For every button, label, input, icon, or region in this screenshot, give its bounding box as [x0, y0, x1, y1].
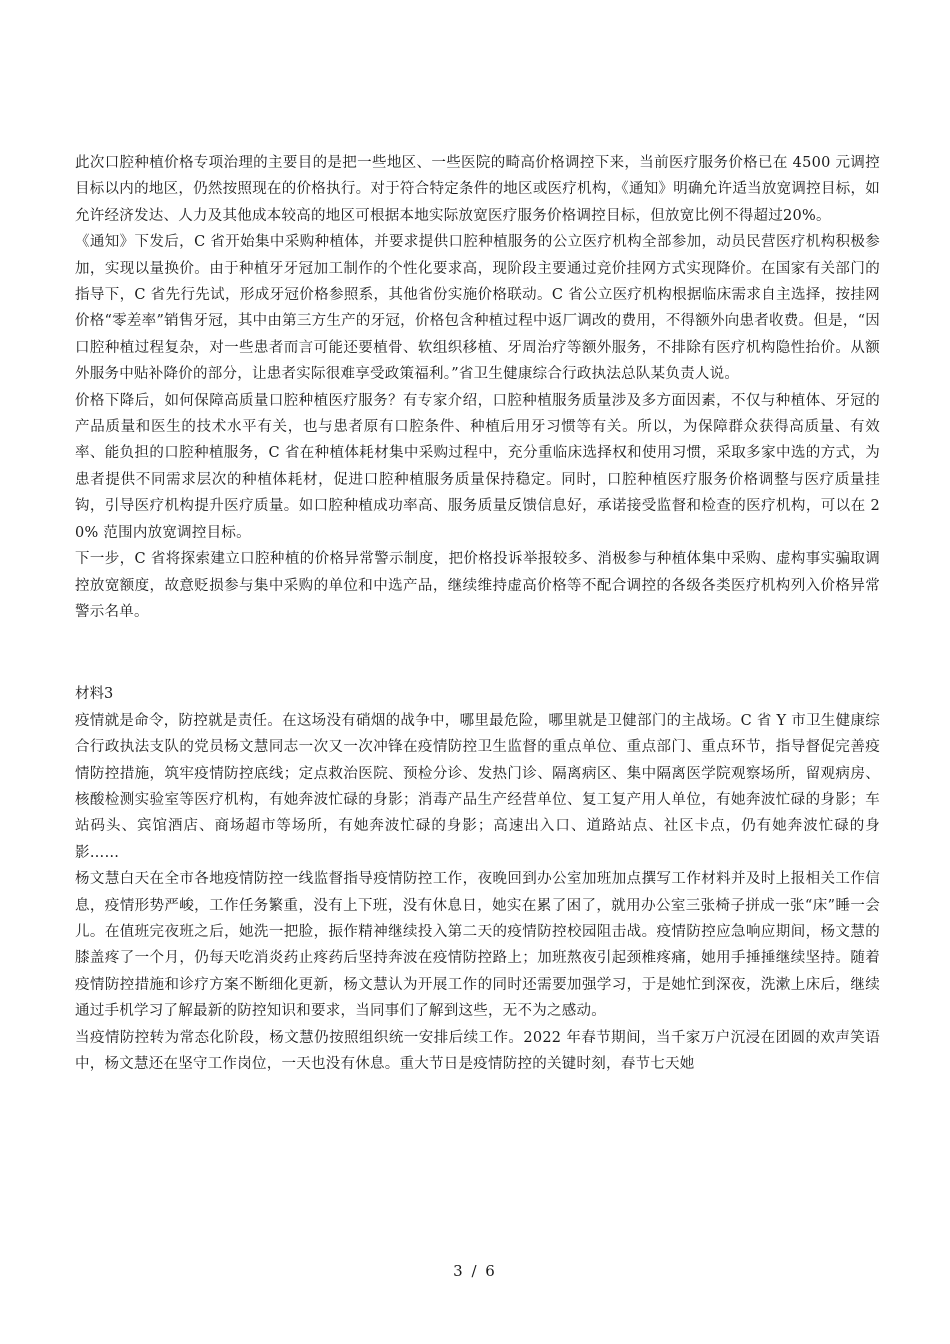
document-body — [75, 150, 880, 1077]
section-gap — [75, 625, 880, 681]
paragraph-spring-festival: 当疫情防控转为常态化阶段，杨文慧仍按照组织统一安排后续工作。2022 年春节期间，当千家万户沉浸在团圆的欢声笑语中，杨文慧还在坚守工作岗位，一天也没有休息。重大节日是疫情防控的关键时刻，春节七天她 — [75, 1029, 880, 1072]
paragraph-epidemic-duty: 疫情就是命令，防控就是责任。在这场没有硝烟的战争中，哪里最危险，哪里就是卫健部门的主战场。C 省 Y 市卫生健康综合行政执法支队的党员杨文慧同志一次又一次冲锋在疫情防控卫生监督的重点单位、重点部门、重点环节，指导督促完善疫情防控措施，筑牢疫情防控底线；定点救治医院、预检分诊、发热门诊、隔离病区、集中隔离医学院观察场所，留观病房、核酸检测实验室等医疗机构，有她奔波忙碌的身影；消毒产品生产经营单位、复工复产用人单位，有她奔波忙碌的身影；车站码头、宾馆酒店、商场超市等场所，有她奔波忙碌的身影；高速出入口、道路站点、社区卡点，仍有她奔波忙碌的身影…… — [75, 712, 880, 861]
page-number: 3 / 6 — [453, 1262, 497, 1280]
paragraph-implant-procurement: 《通知》下发后，C 省开始集中采购种植体，并要求提供口腔种植服务的公立医疗机构全部参加，动员民营医疗机构积极参加，实现以量换价。由于种植牙牙冠加工制作的个性化要求高，现阶段主要通过竞价挂网方式实现降价。在国家有关部门的指导下，C 省先行先试，形成牙冠价格参照系，其他省份实施价格联动。C 省公立医疗机构根据临床需求自主选择，按挂网价格“零差率”销售牙冠，其中由第三方生产的牙冠，价格包含种植过程中返厂调改的费用，不得额外向患者收费。但是，“因口腔种植过程复杂，对一些患者而言可能还要植骨、软组织移植、牙周治疗等额外服务，不排除有医疗机构隐性抬价。从额外服务中贴补降价的部分，让患者实际很难享受政策福利。”省卫生健康综合行政执法总队某负责人说。 — [75, 234, 880, 383]
paragraph-next-steps: 下一步，C 省将探索建立口腔种植的价格异常警示制度，把价格投诉举报较多、消极参与种植体集中采购、虚构事实骗取调控放宽额度，故意贬损参与集中采购的单位和中选产品，继续维持虚高价格等不配合调控的各级各类医疗机构列入价格异常警示名单。 — [75, 551, 880, 620]
paragraph-price-control-goal: 此次口腔种植价格专项治理的主要目的是把一些地区、一些医院的畸高价格调控下来，当前医疗服务价格已在 4500 元调控目标以内的地区，仍然按照现在的价格执行。对于符合特定条件的地区或医疗机构，《通知》明确允许适当放宽调控目标，如允许经济发达、人力及其他成本较高的地区可根据本地实际放宽医疗服务价格调控目标，但放宽比例不得超过20%。 — [75, 155, 880, 224]
paragraph-daily-work: 杨文慧白天在全市各地疫情防控一线监督指导疫情防控工作，夜晚回到办公室加班加点撰写工作材料并及时上报相关工作信息，疫情形势严峻，工作任务繁重，没有上下班，没有休息日，她实在累了困了，就用办公室三张椅子拼成一张“床”睡一会儿。在值班完夜班之后，她洗一把脸，振作精神继续投入第二天的疫情防控校园阻击战。疫情防控应急响应期间，杨文慧的膝盖疼了一个月，仍每天吃消炎药止疼药后坚持奔波在疫情防控路上；加班熬夜引起颈椎疼痛，她用手捶捶继续坚持。随着疫情防控措施和诊疗方案不断细化更新，杨文慧认为开展工作的同时还需要加强学习，于是她忙到深夜，洗漱上床后，继续通过手机学习了解最新的防控知识和要求，当同事们了解到这些，无不为之感动。 — [75, 871, 880, 1020]
section-heading: 材料3 — [75, 686, 114, 703]
paragraph-service-quality: 价格下降后，如何保障高质量口腔种植医疗服务？有专家介绍，口腔种植服务质量涉及多方面因素，不仅与种植体、牙冠的产品质量和医生的技术水平有关，也与患者原有口腔条件、种植后用牙习惯等有关。所以，为保障群众获得高质量、有效率、能负担的口腔种植服务，C 省在种植体耗材集中采购过程中，充分重临床选择权和使用习惯，采取多家中选的方式，为患者提供不同需求层次的种植体耗材，促进口腔种植服务质量保持稳定。同时，口腔种植医疗服务价格调整与医疗质量挂钩，引导医疗机构提升医疗质量。如口腔种植成功率高、服务质量反馈信息好，承诺接受监督和检查的医疗机构，可以在 20% 范围内放宽调控目标。 — [75, 392, 880, 541]
